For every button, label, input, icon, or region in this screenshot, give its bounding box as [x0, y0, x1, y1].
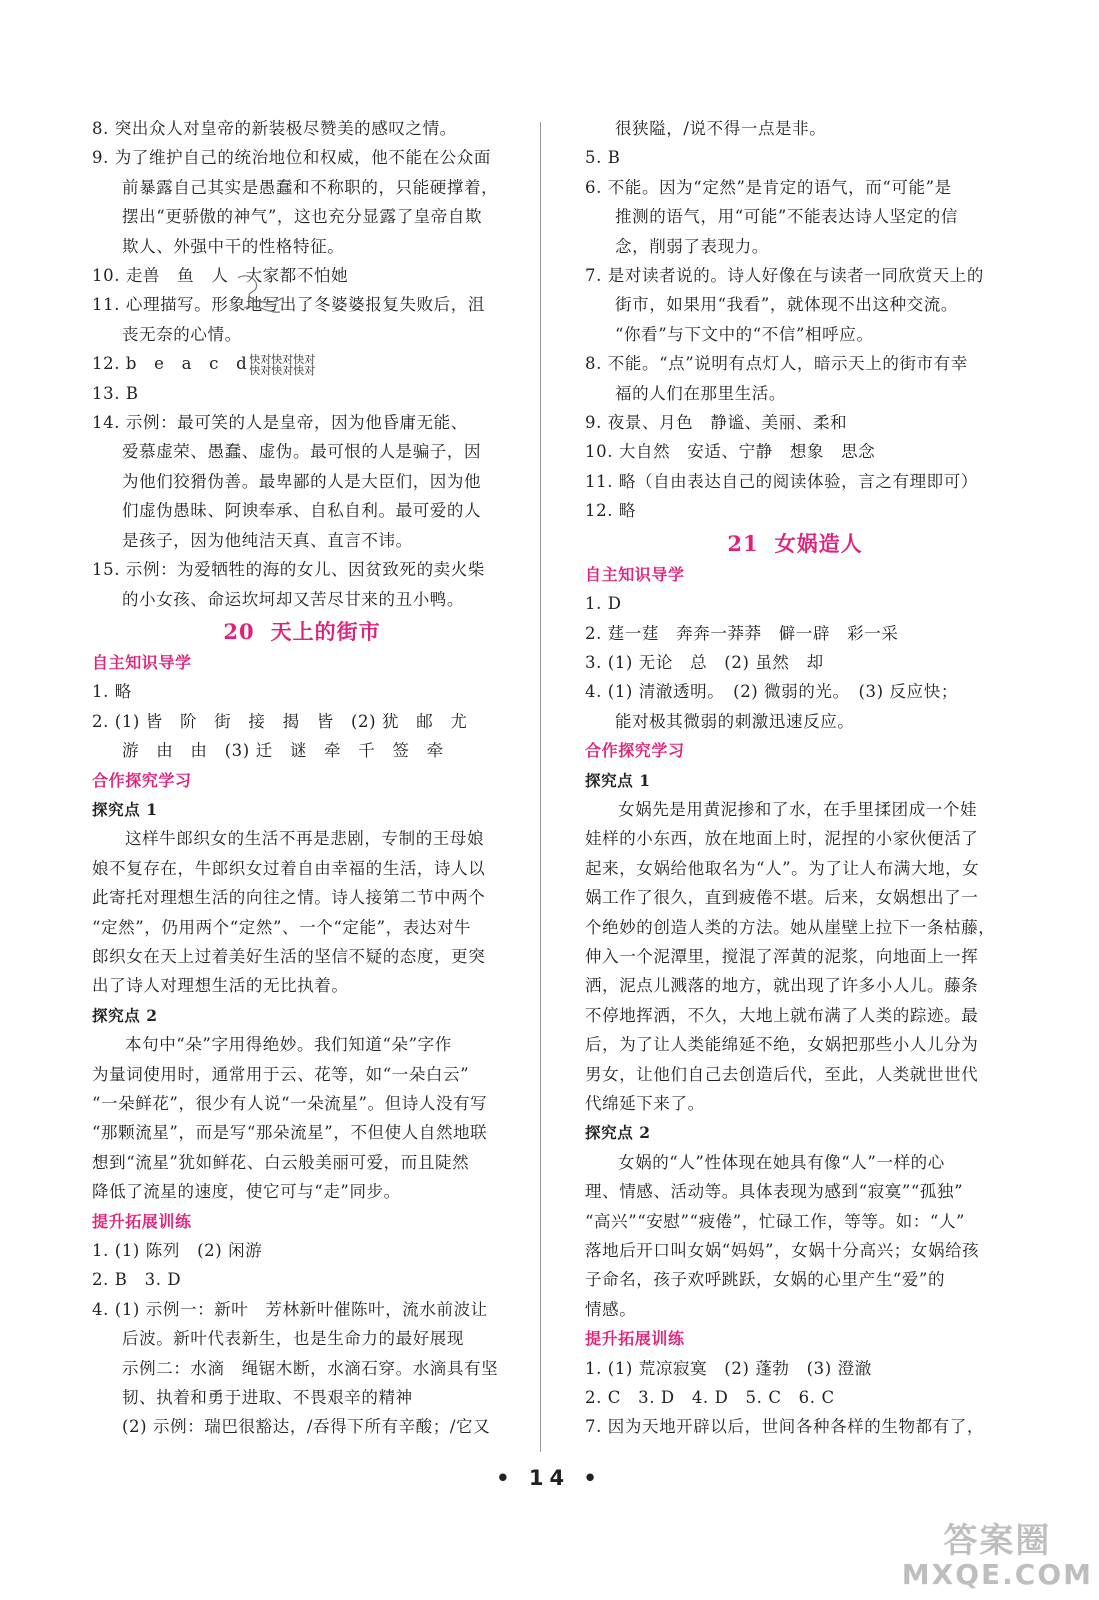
- answer-line: 8. 不能。“点”说明有点灯人，暗示天上的街市有幸: [585, 354, 968, 374]
- answer-line: 娲工作了很久，直到疲倦不堪。后来，女娲想出了一: [585, 888, 979, 908]
- paragraph-line: 本句中“朵”字用得绝妙。我们知道“朵”字作: [125, 1035, 452, 1055]
- answer-line: 起来，女娲给他取名为“人”。为了让人布满大地，女: [585, 858, 980, 878]
- answer-line: 后波。新叶代表新生，也是生命力的最好展现: [122, 1329, 464, 1349]
- answer-line: 是孩子，因为他纯洁天真、直言不讳。: [122, 530, 413, 550]
- scribble-mark: [230, 268, 300, 328]
- lesson-title: [585, 528, 1005, 560]
- answer-line: 娃样的小东西，放在地面上时，泥捏的小家伙便活了: [585, 829, 979, 849]
- answer-line: 14. 示例：最可笑的人是皇帝，因为他昏庸无能、: [92, 413, 468, 433]
- answer-line: 们虚伪愚昧、阿谀奉承、自私自利。最可爱的人: [122, 501, 482, 521]
- answer-line: 丧无奈的心情。: [122, 324, 242, 344]
- answer-line: 2. B 3. D: [92, 1270, 182, 1290]
- answer-line: 8. 突出众人对皇帝的新装极尽赞美的感叹之情。: [92, 119, 457, 138]
- answer-line: 后，为了让人类能绵延不绝，女娲把那些小人儿分为: [585, 1035, 979, 1055]
- inquiry-point-label: 探究点 2: [92, 1005, 158, 1025]
- answer-line: 7. 是对读者说的。诗人好像在与读者一同欣赏天上的: [585, 266, 984, 286]
- answer-line: 情感。: [585, 1299, 637, 1319]
- answer-line: 13. B: [92, 383, 139, 403]
- answer-line: “高兴”“安慰”“疲倦”，忙碌工作，等等。如：“人”: [585, 1211, 966, 1231]
- answer-line: 15. 示例：为爱牺牲的海的女儿、因贫致死的卖火柴: [92, 560, 485, 580]
- answer-line: [92, 349, 512, 378]
- answer-line: 游 由 由 (3) 迁 谜 牵 千 签 牵: [122, 741, 444, 761]
- answer-line: 韧、执着和勇于进取、不畏艰辛的精神: [122, 1388, 413, 1408]
- answer-line: 为量词使用时，通常用于云、花等，如“一朵白云”: [92, 1064, 470, 1084]
- answer-line: 很狭隘，/说不得一点是非。: [615, 119, 827, 138]
- answer-line: 前暴露自己其实是愚蠢和不称职的，只能硬撑着，: [122, 177, 499, 197]
- answer-line: 1. 略: [92, 682, 132, 702]
- column-divider: [540, 122, 541, 1452]
- page-number: • 14 •: [496, 1466, 603, 1490]
- answer-line: 念，削弱了表现力。: [615, 236, 769, 256]
- answer-line: 2. 莛一莛 奔奔一莽莽 僻一辟 彩一采: [585, 623, 899, 643]
- answer-line: 3. (1) 无论 总 (2) 虽然 却: [585, 652, 824, 672]
- answer-line: 娘不复存在，牛郎织女过着自由幸福的生活，诗人以: [92, 858, 486, 878]
- paragraph-line: 女娲的“人”性体现在她具有像“人”一样的心: [618, 1152, 945, 1172]
- section-heading: 提升拓展训练: [585, 1329, 685, 1349]
- answer-line: 1. (1) 陈列 (2) 闲游: [92, 1241, 263, 1261]
- lesson-name: 女娲造人: [774, 530, 863, 556]
- answer-line: 推测的语气，用“可能”不能表达诗人坚定的信: [615, 207, 958, 227]
- answer-line: 福的人们在那里生活。: [615, 383, 786, 403]
- answer-line: “那颗流星”，而是写“那朵流星”，不但使人自然地联: [92, 1123, 488, 1143]
- watermark-bottom-text: MXQE.COM: [901, 1558, 1093, 1591]
- watermark-top-text: 答案圈: [943, 1521, 1052, 1561]
- stamp-line: 快对快对快对: [249, 352, 316, 366]
- answer-line: 洒，泥点儿溅落的地方，就出现了许多小人儿。藤条: [585, 976, 979, 996]
- section-heading: 自主知识导学: [92, 652, 192, 672]
- answer-line: 9. 为了维护自己的统治地位和权威，他不能在公众面: [92, 148, 491, 168]
- answer-line: 郎织女在天上过着美好生活的坚信不疑的态度，更突: [92, 946, 486, 966]
- answer-line: “定然”，仍用两个“定然”、一个“定能”，表达对牛: [92, 917, 472, 937]
- right-column: [585, 114, 1005, 1442]
- inquiry-point-label: 探究点 1: [92, 799, 158, 819]
- answer-line: 的小女孩、命运坎坷却又苦尽甘来的丑小鸭。: [122, 589, 464, 609]
- answer-line: 示例二：水滴 绳锯木断，水滴石穿。水滴具有坚: [122, 1358, 499, 1378]
- answer-line: 10. 大自然 安适、宁静 想象 思念: [585, 442, 876, 462]
- answer-line: 4. (1) 示例一：新叶 芳林新叶催陈叶，流水前波让: [92, 1299, 488, 1319]
- answer-line: 伸入一个泥潭里，搅混了浑黄的泥浆，向地面上一挥: [585, 946, 979, 966]
- answer-line: 男女，让他们自己去创造后代，至此，人类就世世代: [585, 1064, 979, 1084]
- answer-line: “一朵鲜花”，很少有人说“一朵流星”。但诗人没有写: [92, 1094, 488, 1113]
- answer-line: 子命名，孩子欢呼跳跃，女娲的心里产生“爱”的: [585, 1270, 946, 1290]
- lesson-name: 天上的街市: [270, 618, 381, 644]
- answer-line: 2. (1) 皆 阶 街 接 揭 皆 (2) 犹 邮 尤: [92, 711, 468, 731]
- answer-line: 11. 心理描写。形象地写出了冬婆婆报复失败后，沮: [92, 295, 485, 315]
- answer-line: 12. 略: [585, 501, 636, 521]
- answer-line: 出了诗人对理想生活的无比执着。: [92, 976, 349, 996]
- answer-line: 个绝妙的创造人类的方法。她从崖壁上拉下一条枯藤，: [585, 917, 996, 937]
- answer-line: 落地后开口叫女娲“妈妈”，女娲十分高兴；女娲给孩: [585, 1241, 980, 1261]
- answer-line: 11. 略（自由表达自己的阅读体验，言之有理即可）: [585, 471, 978, 491]
- answer-line: 5. B: [585, 148, 621, 168]
- answer-line: 欺人、外强中干的性格特征。: [122, 236, 345, 256]
- answer-line: 街市，如果用“我看”，就体现不出这种交流。: [615, 295, 958, 315]
- section-heading: 合作探究学习: [585, 741, 685, 761]
- answer-line: 7. 因为天地开辟以后，世间各种各样的生物都有了，: [585, 1417, 984, 1437]
- answer-line: 摆出“更骄傲的神气”，这也充分显露了皇帝自欺: [122, 207, 483, 227]
- lesson-title: [92, 616, 512, 648]
- answer-line: 为他们狡猾伪善。最卑鄙的人是大臣们，因为他: [122, 471, 482, 491]
- answer-line: (2) 示例：瑞巴很豁达，/吞得下所有辛酸；/它又: [122, 1417, 491, 1437]
- left-column: [92, 114, 512, 1442]
- answer-line: 爱慕虚荣、愚蠢、虚伪。最可恨的人是骗子，因: [122, 442, 482, 462]
- answer-line: 不停地挥洒，不久，大地上就布满了人类的踪迹。最: [585, 1005, 979, 1025]
- answer-text: 12. b e a c d: [92, 354, 248, 374]
- answer-line: 能对极其微弱的刺激迅速反应。: [615, 711, 855, 731]
- stamp-line: 快对快对快对: [249, 363, 316, 377]
- answer-line: 代绵延下来了。: [585, 1094, 705, 1113]
- answer-line: 理、情感、活动等。具体表现为感到“寂寞”“孤独”: [585, 1182, 964, 1202]
- section-heading: 自主知识导学: [585, 564, 685, 584]
- answer-line: 1. D: [585, 594, 622, 614]
- answer-line: 想到“流星”犹如鲜花、白云般美丽可爱，而且陡然: [92, 1152, 470, 1172]
- stamp-text: [249, 354, 315, 376]
- answer-line: 此寄托对理想生活的向往之情。诗人接第二节中两个: [92, 888, 486, 908]
- answer-line: 10. 走兽 鱼 人 大家都不怕她: [92, 266, 349, 286]
- lesson-number: 21: [727, 530, 759, 556]
- section-heading: 合作探究学习: [92, 770, 192, 790]
- answer-line: “你看”与下文中的“不信”相呼应。: [615, 324, 874, 344]
- answer-line: 4. (1) 清澈透明。 (2) 微弱的光。 (3) 反应快；: [585, 682, 958, 702]
- watermark-logo: [902, 1522, 1093, 1590]
- paragraph-line: 女娲先是用黄泥掺和了水，在手里揉团成一个娃: [618, 799, 978, 819]
- lesson-number: 20: [223, 618, 255, 644]
- answer-line: 9. 夜景、月色 静谧、美丽、柔和: [585, 413, 848, 433]
- answer-line: 1. (1) 荒凉寂寞 (2) 蓬勃 (3) 澄澈: [585, 1358, 872, 1378]
- inquiry-point-label: 探究点 1: [585, 770, 651, 790]
- answer-line: 2. C 3. D 4. D 5. C 6. C: [585, 1388, 835, 1408]
- inquiry-point-label: 探究点 2: [585, 1123, 651, 1143]
- answer-line: 6. 不能。因为“定然”是肯定的语气，而“可能”是: [585, 177, 952, 197]
- paragraph-line: 这样牛郎织女的生活不再是悲剧，专制的王母娘: [125, 829, 485, 849]
- section-heading: 提升拓展训练: [92, 1211, 192, 1231]
- answer-line: 降低了流星的速度，使它可与“走”同步。: [92, 1182, 401, 1202]
